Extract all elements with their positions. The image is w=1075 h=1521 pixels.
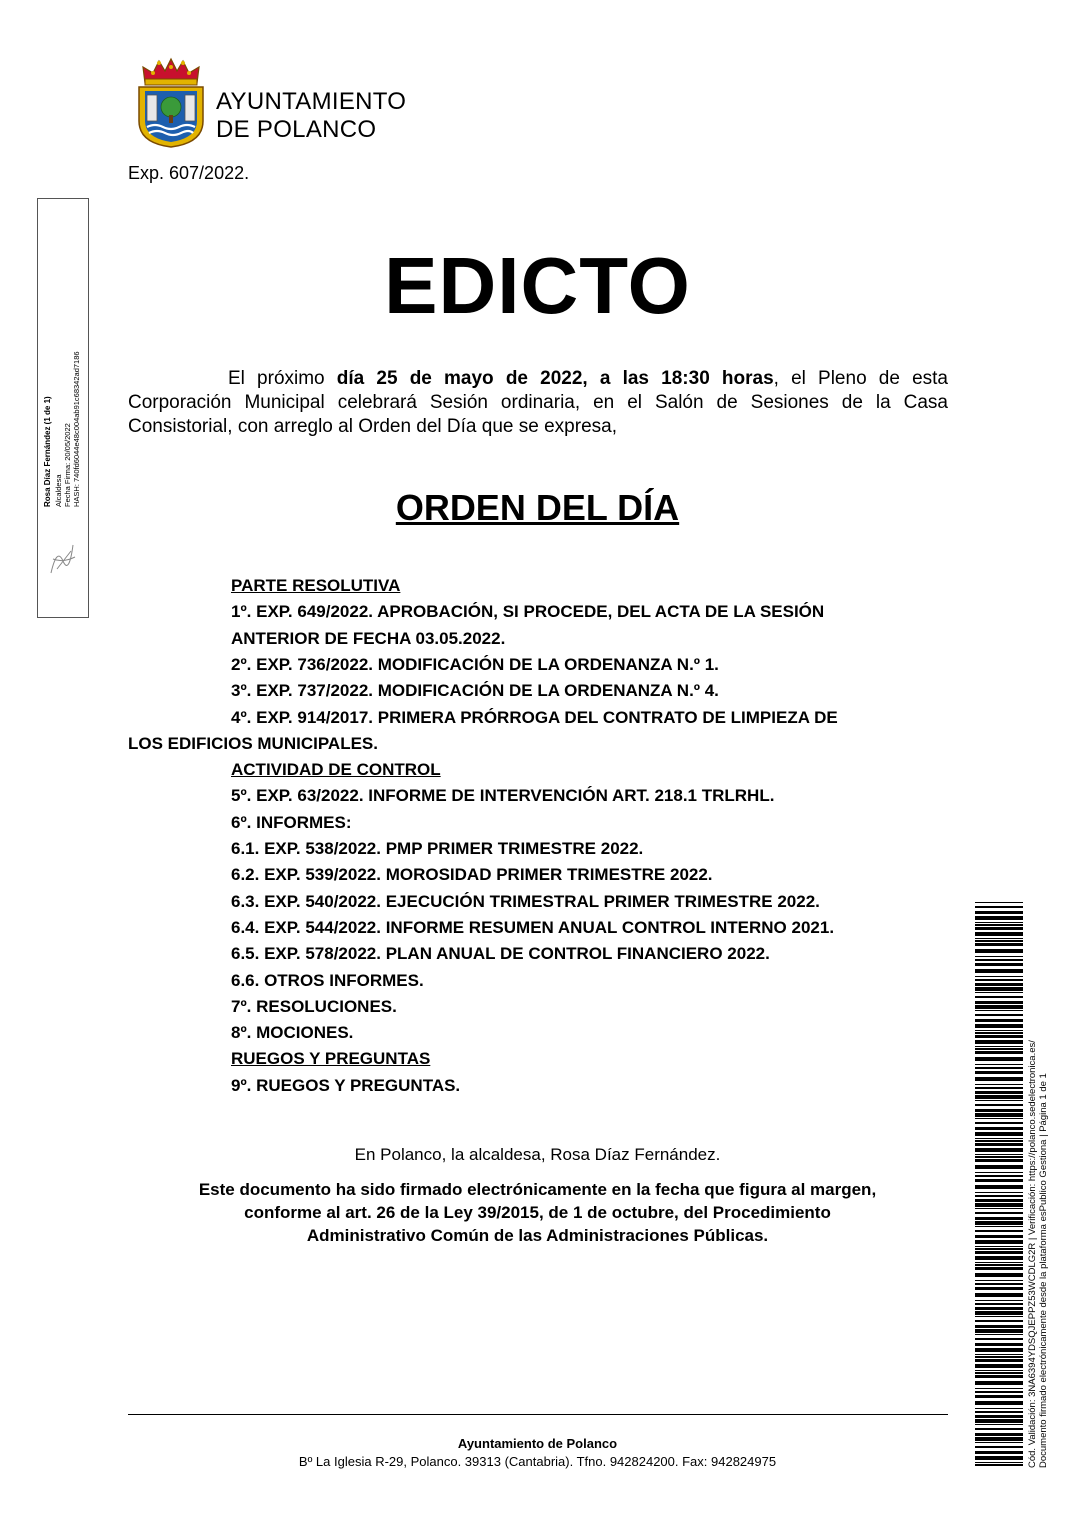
- coat-of-arms-logo: [133, 55, 209, 149]
- intro-paragraph: [128, 367, 948, 439]
- agenda-section-heading: PARTE RESOLUTIVA: [231, 576, 401, 595]
- agenda-item: 6.5. EXP. 578/2022. PLAN ANUAL DE CONTROL FINANCIERO 2022.: [231, 944, 770, 964]
- document-title: EDICTO: [384, 241, 691, 330]
- validation-text: [1027, 1040, 1049, 1468]
- legal-line: conforme al art. 26 de la Ley 39/2015, de 1 de octubre, del Procedimiento: [244, 1203, 831, 1222]
- agenda-item: ANTERIOR DE FECHA 03.05.2022.: [231, 628, 506, 648]
- agenda-item: 6.2. EXP. 539/2022. MOROSIDAD PRIMER TRIMESTRE 2022.: [231, 865, 713, 885]
- agenda-item: 7º. RESOLUCIONES.: [231, 996, 397, 1016]
- legal-line: Este documento ha sido firmado electrónicamente en la fecha que figura al margen,: [198, 1180, 877, 1199]
- agenda-item: 1º. EXP. 649/2022. APROBACIÓN, SI PROCEDE, DEL ACTA DE LA SESIÓN: [231, 602, 825, 622]
- agenda-item: 5º. EXP. 63/2022. INFORME DE INTERVENCIÓN ART. 218.1 TRLRHL.: [231, 786, 775, 806]
- legal-notice: [120, 1178, 955, 1247]
- org-name-line2: DE POLANCO: [216, 116, 377, 143]
- agenda-item: 9º. RUEGOS Y PREGUNTAS.: [231, 1075, 461, 1095]
- agenda-item: 6.6. OTROS INFORMES.: [231, 970, 424, 990]
- agenda-item: 4º. EXP. 914/2017. PRIMERA PRÓRROGA DEL CONTRATO DE LIMPIEZA DE: [231, 707, 838, 727]
- agenda-item: 6.3. EXP. 540/2022. EJECUCIÓN TRIMESTRAL PRIMER TRIMESTRE 2022.: [231, 891, 820, 911]
- expediente-number: Exp. 607/2022.: [128, 163, 250, 183]
- signature-date: Fecha Firma: 20/05/2022: [63, 423, 72, 507]
- signature-scribble-icon: [43, 539, 83, 579]
- agenda-item: 3º. EXP. 737/2022. MODIFICACIÓN DE LA ORDENANZA N.º 4.: [231, 681, 719, 701]
- footer-divider: [128, 1414, 948, 1415]
- intro-text-1: El próximo: [228, 368, 337, 389]
- signature-scribble-icon: [44, 739, 82, 775]
- validation-barcode: [975, 902, 1023, 1467]
- agenda-item: 6.4. EXP. 544/2022. INFORME RESUMEN ANUAL CONTROL INTERNO 2021.: [231, 917, 835, 937]
- closing-line: En Polanco, la alcaldesa, Rosa Díaz Fernández.: [354, 1145, 721, 1164]
- agenda-item: 6.1. EXP. 538/2022. PMP PRIMER TRIMESTRE 2022.: [231, 839, 644, 858]
- footer-org-name: Ayuntamiento de Polanco: [457, 1436, 618, 1451]
- org-name-line1: AYUNTAMIENTO: [216, 88, 407, 115]
- intro-date-bold: día 25 de mayo de 2022, a las 18:30 horas: [336, 368, 774, 389]
- legal-line: Administrativo Común de las Administraciones Públicas.: [306, 1226, 769, 1245]
- signer-role: Alcaldesa: [54, 474, 63, 507]
- agenda-item: 8º. MOCIONES.: [231, 1023, 354, 1043]
- agenda-title: ORDEN DEL DÍA: [395, 487, 680, 528]
- intro-text-2: , el Pleno de esta Corporación Municipal celebrará Sesión ordinaria, en el Salón de Sesiones de la Casa Consistorial, con arreglo al Orden del Día que se expresa,: [128, 368, 949, 437]
- agenda-item: LOS EDIFICIOS MUNICIPALES.: [128, 733, 378, 753]
- agenda-section-heading: RUEGOS Y PREGUNTAS: [231, 1049, 431, 1069]
- agenda-section-heading: ACTIVIDAD DE CONTROL: [231, 760, 441, 780]
- agenda-item: 6º. INFORMES:: [231, 812, 352, 832]
- footer-address: Bº La Iglesia R-29, Polanco. 39313 (Cantabria). Tfno. 942824200. Fax: 942824975: [298, 1454, 777, 1469]
- signature-hash: HASH: 740fd6044e48c004ab91c68342ad7186: [72, 351, 81, 507]
- validation-line1: Cód. Validación: 3NA6394YDSQJEPPZ53WCDLG2R | Verificación: https://polanco.sedelectronica.es/: [1027, 1040, 1038, 1468]
- agenda-item: 2º. EXP. 736/2022. MODIFICACIÓN DE LA ORDENANZA N.º 1.: [231, 654, 719, 674]
- signer-name: Rosa Díaz Fernández (1 de 1): [43, 396, 52, 507]
- validation-line2: Documento firmado electrónicamente desde la plataforma esPublico Gestiona | Página 1 de 1: [1038, 1073, 1049, 1468]
